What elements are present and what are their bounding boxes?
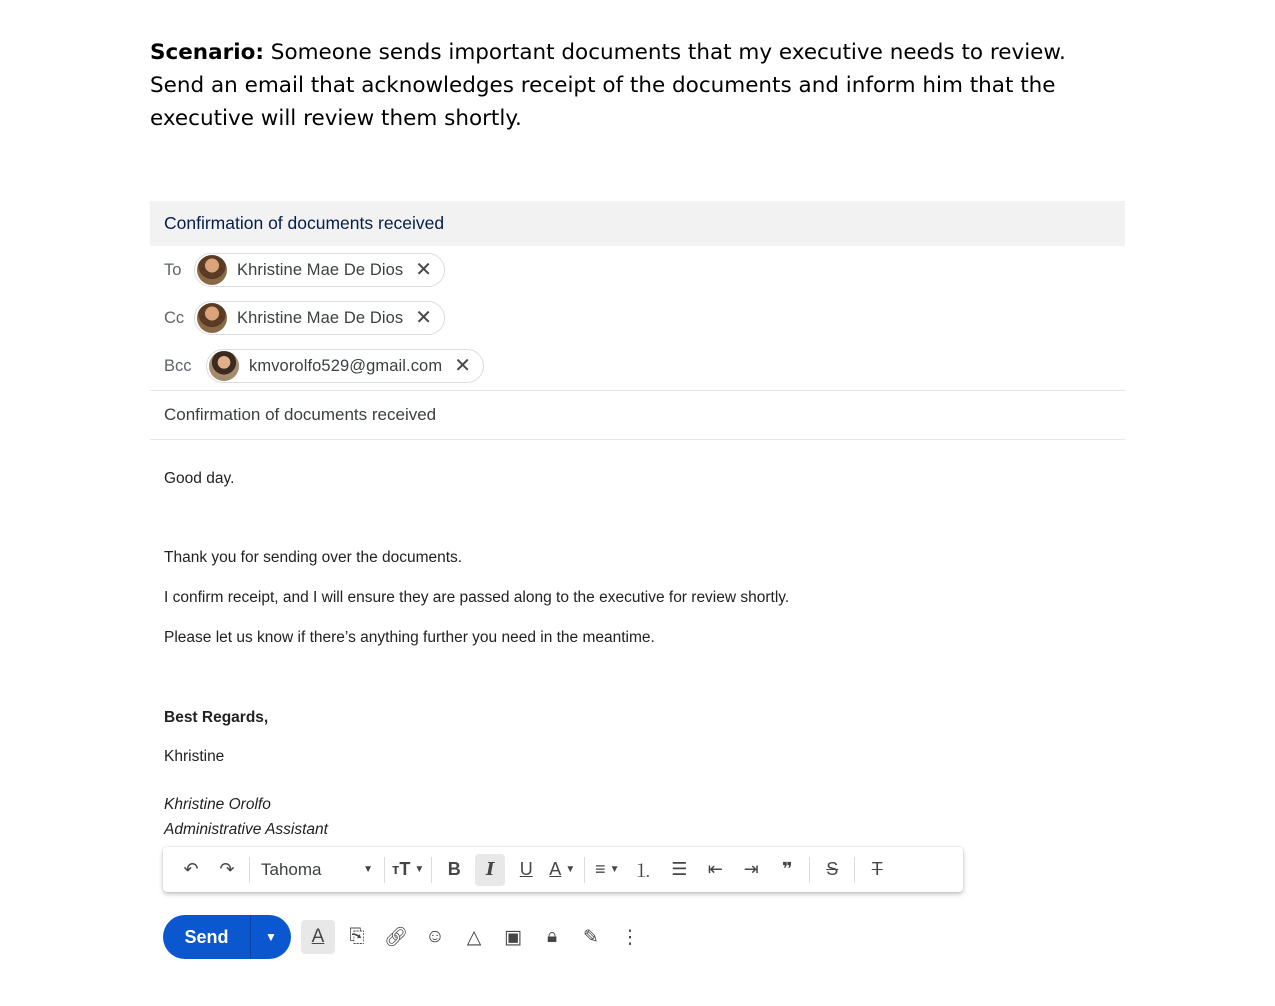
bulleted-list-icon[interactable]: ☰ [671, 859, 688, 879]
numbered-list-icon[interactable]: ⒈ [634, 860, 653, 881]
divider [431, 857, 432, 883]
text-color-icon[interactable]: A ▼ [549, 859, 576, 879]
closing-line: Best Regards, [164, 709, 269, 726]
avatar [197, 255, 227, 285]
formatting-options-icon[interactable]: A [301, 920, 335, 954]
divider [249, 857, 250, 883]
undo-icon[interactable]: ↶ [183, 859, 199, 879]
indent-less-icon[interactable]: ⇤ [707, 859, 723, 879]
drive-icon[interactable]: △ [466, 926, 482, 948]
font-size-icon[interactable]: т T ▼ [392, 859, 425, 879]
font-select[interactable] [257, 854, 377, 886]
scenario-label: Scenario: [150, 40, 264, 65]
cc-row[interactable] [150, 294, 1125, 342]
body-line-3: Please let us know if there’s anything further you need in the meantime. [164, 629, 655, 646]
insert-photo-icon[interactable]: ▣ [504, 926, 522, 948]
to-row[interactable] [150, 246, 1125, 294]
body-line-2: I confirm receipt, and I will ensure they are passed along to the executive for review shortly. [164, 589, 790, 606]
scenario-description: Someone sends important documents that my executive needs to review. Send an email that acknowledges receipt of the documents and inform him that the executive will review them shortly. [150, 40, 1066, 131]
signature-icon[interactable]: ✎ [583, 926, 599, 948]
send-button[interactable]: Send [163, 915, 251, 959]
cc-recipient-name: Khristine Mae De Dios [237, 308, 404, 327]
attach-file-icon[interactable]: ⎘ [349, 926, 365, 947]
font-name: Tahoma [261, 859, 322, 879]
compose-title-bar[interactable] [150, 201, 1125, 246]
avatar [197, 303, 227, 333]
bcc-recipient-chip[interactable] [206, 349, 484, 383]
strikethrough-icon[interactable]: S [826, 859, 839, 879]
italic-icon[interactable]: I [475, 854, 505, 886]
cc-label: Cc [164, 308, 185, 327]
divider [384, 857, 385, 883]
scenario-text [150, 36, 1110, 135]
avatar [209, 351, 239, 381]
align-icon[interactable]: ≡ ▼ [595, 859, 620, 879]
divider [809, 857, 810, 883]
compose-window [150, 201, 1125, 440]
to-recipient-name: Khristine Mae De Dios [237, 260, 404, 279]
send-options-chevron-icon[interactable]: ▼ [265, 930, 277, 944]
remove-formatting-icon[interactable]: T [871, 859, 883, 879]
body-line-1: Thank you for sending over the documents. [164, 549, 463, 566]
confidential-mode-icon[interactable]: 🔒︎ [546, 926, 558, 947]
chevron-down-icon: ▼ [363, 864, 373, 875]
bcc-row[interactable] [150, 342, 1125, 390]
remove-recipient-icon[interactable]: ✕ [415, 259, 433, 281]
cc-recipient-chip[interactable] [194, 301, 445, 335]
bcc-recipient-name: kmvorolfo529@gmail.com [249, 356, 443, 375]
quote-icon[interactable]: ❞ [781, 859, 793, 879]
bcc-label: Bcc [164, 356, 192, 375]
compose-actions-bar [163, 915, 647, 959]
remove-recipient-icon[interactable]: ✕ [454, 355, 471, 377]
formatting-toolbar [163, 847, 963, 892]
subject-field[interactable] [150, 391, 1125, 439]
signoff-line: Khristine [164, 748, 225, 765]
more-options-icon[interactable]: ⋮ [620, 926, 640, 948]
to-recipient-chip[interactable] [194, 253, 445, 287]
divider [584, 857, 585, 883]
indent-more-icon[interactable]: ⇥ [743, 859, 759, 879]
chevron-down-icon: ▼ [414, 864, 425, 875]
compose-title: Confirmation of documents received [164, 213, 445, 233]
remove-recipient-icon[interactable]: ✕ [415, 307, 433, 329]
signature-name: Khristine Orolfo [164, 796, 271, 813]
to-label: To [164, 260, 182, 279]
subject-value: Confirmation of documents received [164, 405, 437, 424]
divider [150, 439, 1125, 440]
underline-icon[interactable]: U [519, 859, 533, 879]
insert-link-icon[interactable]: 🔗︎ [383, 927, 409, 948]
greeting-line: Good day. [164, 470, 235, 487]
redo-icon[interactable]: ↷ [219, 859, 235, 879]
divider [854, 857, 855, 883]
send-button-group [163, 915, 291, 959]
chevron-down-icon: ▼ [565, 864, 576, 875]
bold-icon[interactable]: B [447, 859, 461, 879]
chevron-down-icon: ▼ [609, 864, 620, 875]
signature-title: Administrative Assistant [164, 821, 328, 838]
emoji-icon[interactable]: ☺ [425, 926, 445, 947]
